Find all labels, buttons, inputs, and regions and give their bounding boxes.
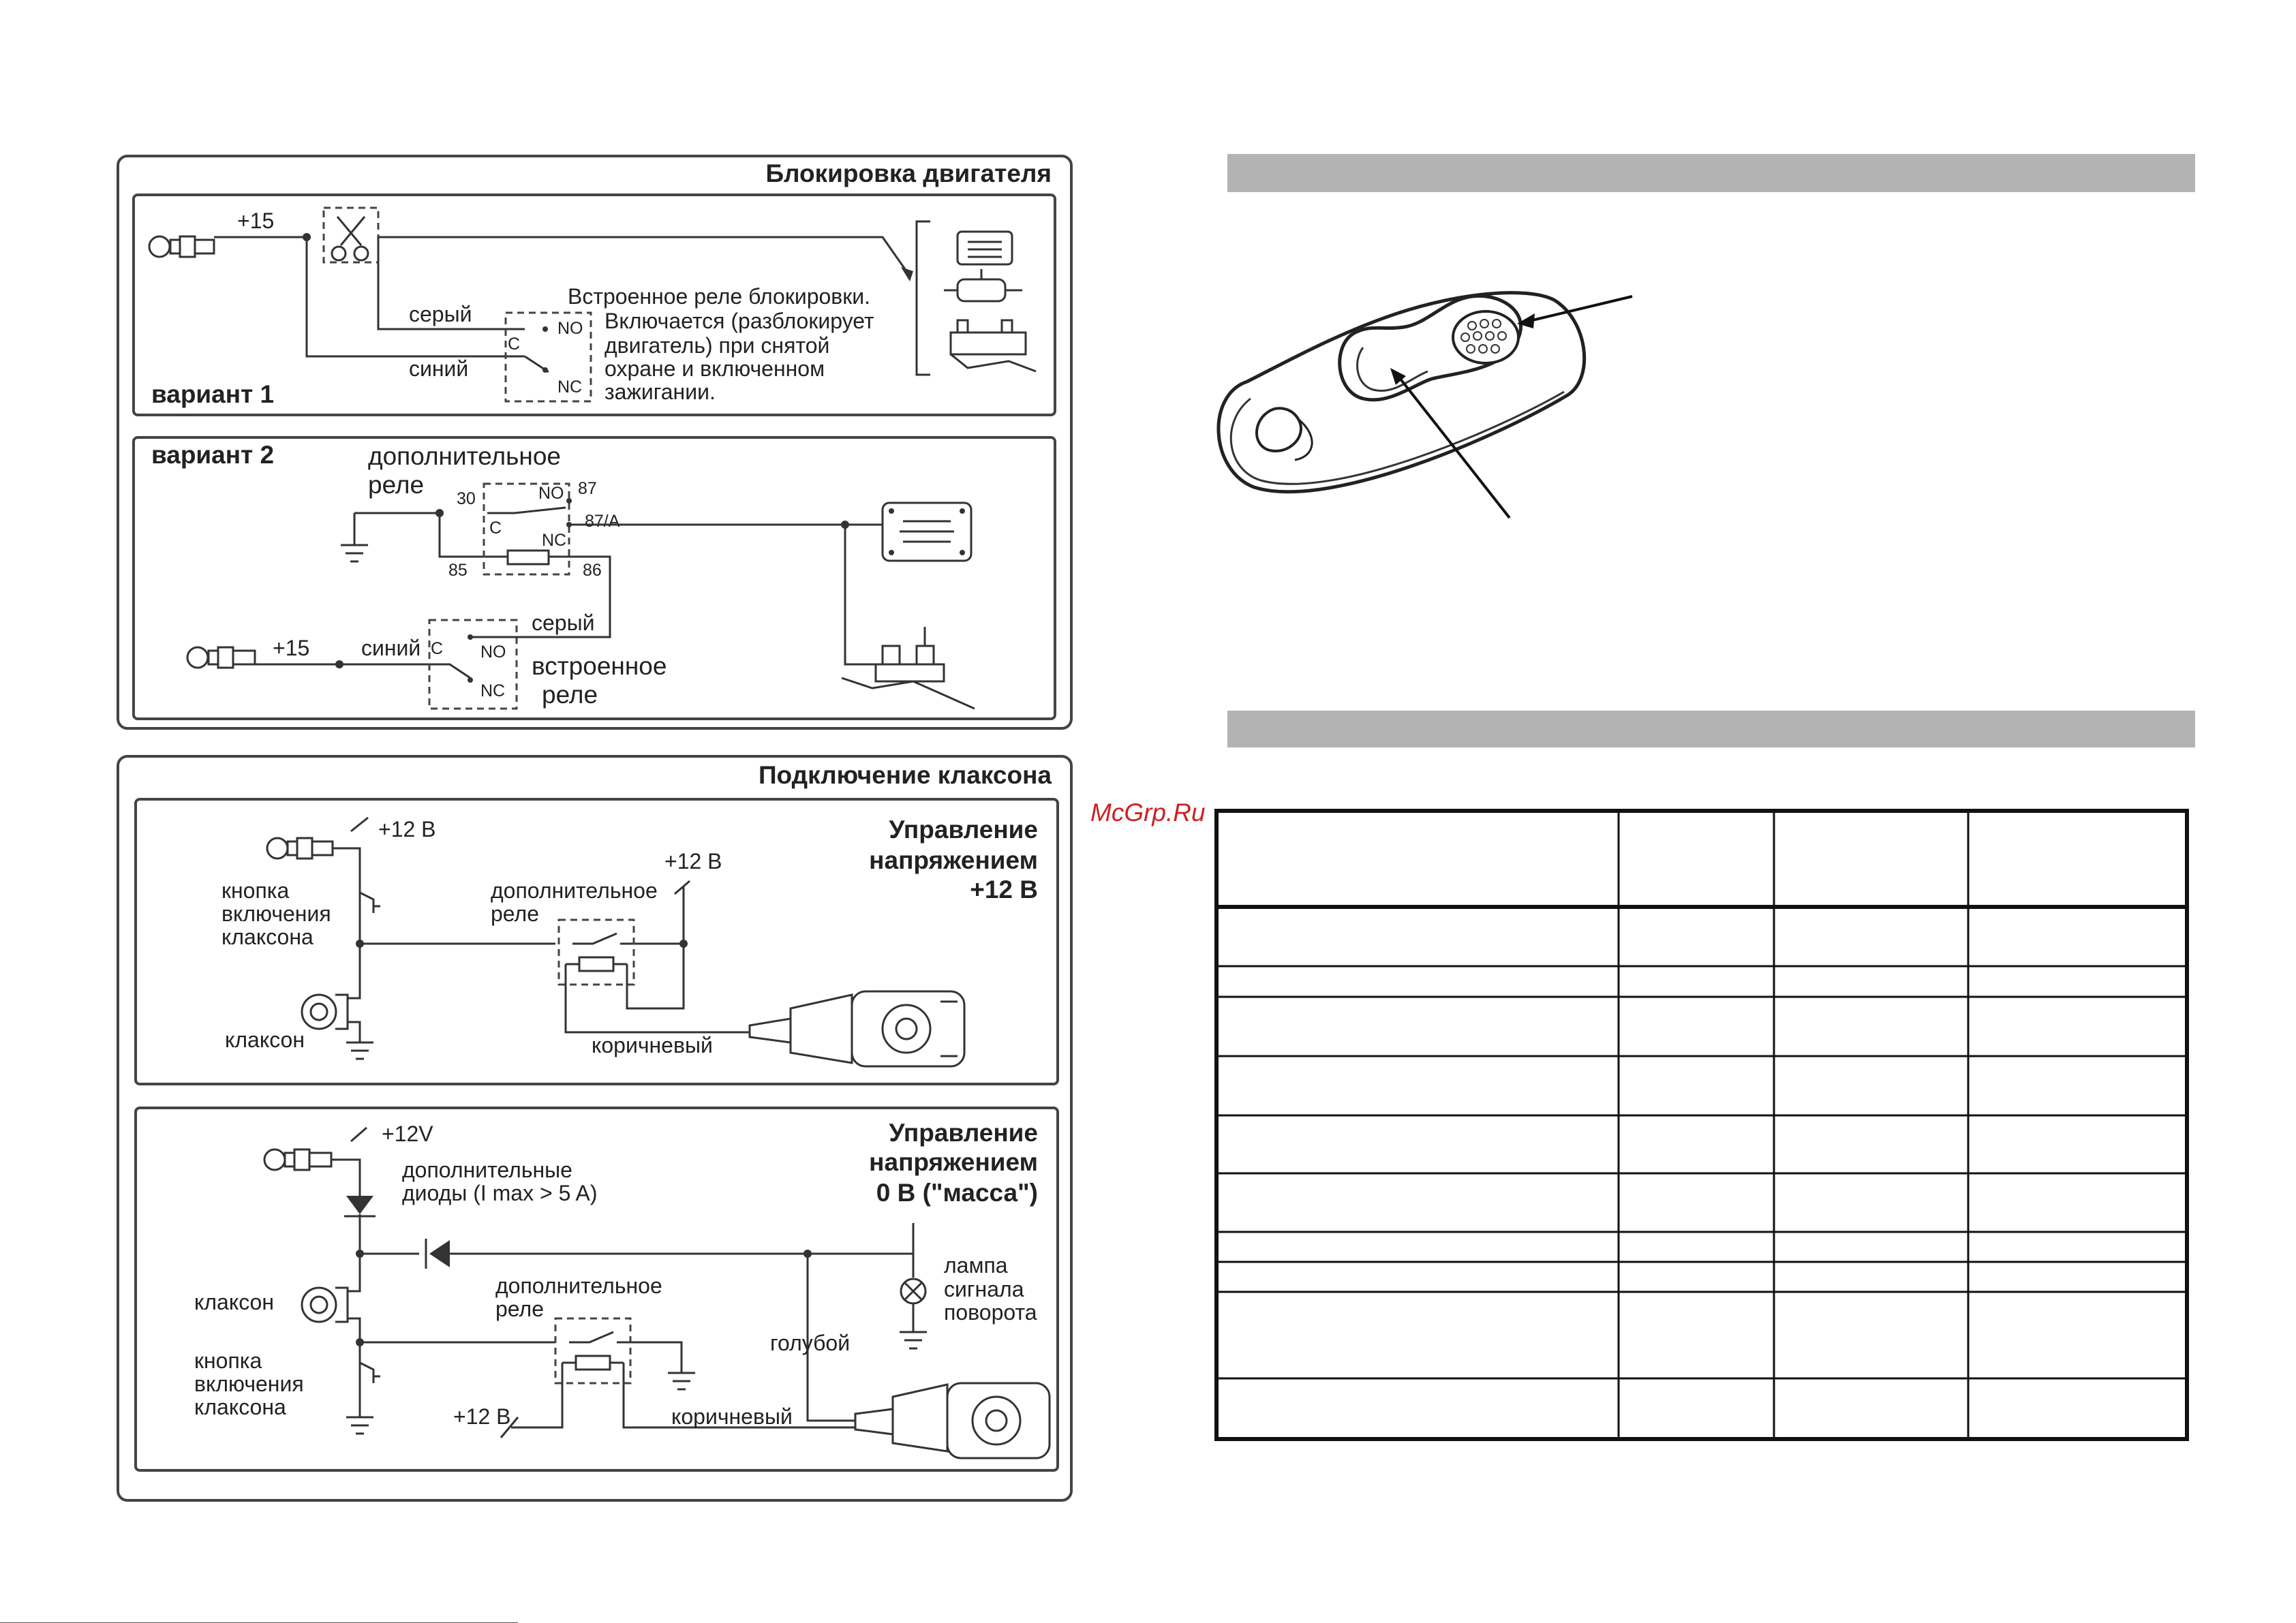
p2-horn-label: клаксон [194, 1290, 275, 1314]
svg-text:включения: включения [194, 1372, 304, 1396]
starter-icon [958, 279, 1005, 301]
v1-nc-label: NC [557, 377, 583, 397]
horn-icon [302, 995, 348, 1029]
key-ring-hole [1257, 408, 1301, 451]
variant2-label: вариант 2 [151, 441, 275, 469]
horn-icon [302, 1288, 348, 1322]
ground-icon [346, 1042, 373, 1059]
battery-icon [842, 627, 975, 709]
svg-text:диоды (I max > 5 A): диоды (I max > 5 A) [402, 1181, 598, 1205]
v2-plus15-label: +15 [273, 636, 310, 660]
svg-text:кнопка: кнопка [221, 878, 290, 903]
scissors-icon [324, 208, 378, 262]
horn-panel2-title-2: напряжением [869, 1148, 1038, 1176]
diode-icon [346, 1196, 373, 1214]
svg-text:реле: реле [495, 1297, 544, 1321]
horn-panel1-title-2: напряжением [869, 846, 1038, 874]
svg-text:лампа: лампа [944, 1253, 1008, 1278]
svg-text:87: 87 [578, 479, 597, 498]
svg-text:двигатель) при снятой: двигатель) при снятой [604, 333, 830, 358]
p1-brown-label: коричневый [592, 1033, 713, 1057]
p2-extra-relay [555, 1318, 630, 1383]
ignition-key-icon [267, 838, 333, 859]
svg-text:включения: включения [221, 901, 331, 926]
diode-icon [429, 1240, 450, 1267]
p2-brown-label: коричневый [671, 1404, 793, 1429]
v1-wire-blue [307, 237, 525, 356]
watermark-text: McGrp.Ru [1090, 799, 1206, 826]
p2-plus12-label: +12 В [453, 1404, 511, 1429]
svg-text:клаксона: клаксона [221, 925, 313, 949]
svg-text:C: C [489, 519, 502, 538]
variant1-panel [134, 195, 1055, 415]
horn-button-icon [360, 1363, 380, 1383]
v2-builtin-relay-label-2: реле [542, 681, 598, 709]
alarm-unit-connector-icon [750, 991, 964, 1066]
svg-text:охране и включенном: охране и включенном [604, 356, 825, 381]
v2-builtin-relay-label-1: встроенное [532, 652, 667, 680]
ignition-key-icon [187, 647, 255, 668]
svg-text:сигнала: сигнала [944, 1277, 1024, 1301]
svg-text:клаксона: клаксона [194, 1395, 286, 1419]
spec-table [1216, 811, 2187, 1439]
v1-gray-label: серый [409, 302, 472, 326]
v2-extra-relay-label-1: дополнительное [368, 442, 561, 470]
p1-horn-wire [348, 944, 360, 1042]
svg-text:NC: NC [542, 531, 567, 550]
v2-gray-label: серый [532, 610, 595, 635]
v1-note [568, 284, 874, 404]
horn-section [118, 756, 1071, 1500]
p1-plus12-label: +12 В [378, 817, 436, 841]
svg-text:Включается (разблокирует: Включается (разблокирует [604, 309, 874, 333]
battery-icon [951, 333, 1026, 354]
horn-panel1-title-1: Управление [889, 816, 1038, 844]
horn-panel-ground [136, 1108, 1058, 1470]
engine-block-title: Блокировка двигателя [765, 159, 1052, 187]
svg-text:кнопка: кнопка [194, 1348, 262, 1373]
p2-key-wire [331, 1128, 367, 1196]
lamp-icon [900, 1279, 927, 1348]
v1-plus15-label: +15 [237, 208, 275, 233]
variant1-label: вариант 1 [151, 380, 275, 408]
svg-text:зажигании.: зажигании. [604, 380, 716, 404]
svg-text:дополнительные: дополнительные [402, 1158, 572, 1182]
v2-wire-87a [569, 525, 879, 664]
p2-light-blue-label: голубой [770, 1331, 851, 1355]
key-fob-illustration [1219, 293, 1632, 518]
v1-consumers-icons [917, 221, 1036, 375]
v2-blue-label: синий [361, 636, 421, 660]
horn-title: Подключение клаксона [758, 761, 1052, 789]
spec-table-rows [1216, 966, 2187, 1378]
v1-no-label: NO [557, 319, 583, 338]
v1-wire-to-consumers [378, 237, 910, 276]
p2-plus12v-label: +12V [382, 1122, 433, 1146]
v2-builtin-relay [429, 620, 518, 709]
right-page [1090, 154, 2195, 1439]
v2-extra-relay-label-2: реле [368, 471, 425, 499]
ignition-key-icon [264, 1149, 331, 1170]
section-header-band-2 [1227, 711, 2195, 747]
svg-text:87/A: 87/A [585, 512, 620, 531]
fuel-pump-icon [958, 232, 1012, 264]
p1-horn-label: клаксон [225, 1027, 305, 1052]
svg-text:30: 30 [457, 489, 476, 508]
svg-text:дополнительное: дополнительное [491, 878, 658, 903]
horn-panel2-title-3: 0 В ("масса") [876, 1179, 1038, 1207]
horn-panel-12v [136, 799, 1058, 1084]
fuel-pump-icon [883, 503, 971, 561]
ground-icon [346, 1417, 373, 1434]
ignition-key-icon [149, 236, 214, 257]
ground-icon [630, 1342, 695, 1389]
variant2-panel [134, 437, 1055, 719]
section-header-band-1 [1227, 154, 2195, 192]
svg-text:NO: NO [480, 643, 506, 662]
p1-extra-relay [559, 920, 634, 985]
svg-text:NC: NC [480, 681, 506, 700]
horn-button-icon [360, 893, 380, 913]
horn-panel2-title-1: Управление [889, 1119, 1038, 1147]
svg-text:поворота: поворота [944, 1300, 1037, 1325]
svg-text:Встроенное реле блокировки.: Встроенное реле блокировки. [568, 284, 871, 309]
p1-key-wire [333, 818, 368, 940]
speaker-grille-icon [1453, 311, 1518, 363]
p1-coil-wire [627, 944, 684, 1008]
ground-icon [341, 513, 368, 561]
svg-text:реле: реле [491, 901, 539, 926]
p1-brown-wire [566, 964, 750, 1032]
engine-block-section [118, 156, 1071, 728]
svg-text:дополнительное: дополнительное [495, 1273, 662, 1298]
horn-panel1-title-3: +12 В [970, 876, 1038, 903]
v1-arrow-head [901, 267, 913, 281]
alarm-unit-connector-icon [855, 1383, 1050, 1458]
svg-text:85: 85 [448, 561, 468, 580]
v1-blue-label: синий [409, 356, 469, 381]
p2-horn-wire [348, 1254, 360, 1417]
svg-text:NO: NO [538, 484, 564, 503]
svg-text:86: 86 [583, 561, 602, 580]
p1-plus12-relay-label: +12 В [664, 849, 722, 874]
svg-text:C: C [431, 639, 444, 658]
v1-c-label: C [508, 335, 521, 354]
